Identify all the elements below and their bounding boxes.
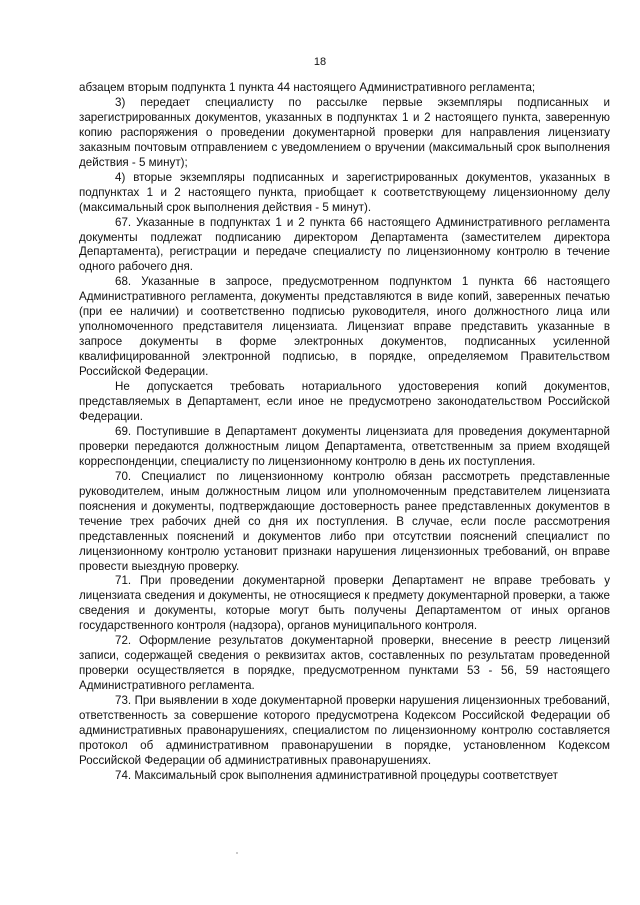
- paragraph-continuation: абзацем вторым подпункта 1 пункта 44 настоящего Административного регламента;: [79, 81, 536, 94]
- paragraph-72: 72. Оформление результатов документарной проверки, внесение в реестр лицензий записи, содержащей сведения о реквизитах актов, составленных по результатам проведенной проверки осуществляется в порядке, предусмотренном пунктами 53 - 56, 59 настоящего Административного регламента.: [79, 634, 610, 693]
- paragraph-68-notarization: Не допускается требовать нотариального удостоверения копий документов, представляемых в Департамент, если иное не предусмотрено законодательством Российской Федерации.: [79, 380, 610, 423]
- paragraph-70: 70. Специалист по лицензионному контролю обязан рассмотреть представленные руководителем, иным должностным лицом или уполномоченным представителем лицензиата пояснения и документы, подтверждающие достоверность ранее представленных документов в течение трех рабочих дней со дня их поступления. В случае, если после рассмотрения представленных пояснений и документов либо при отсутствии пояснений специалист по лицензионному контролю установит признаки нарушения лицензионных требований, он вправе провести выездную проверку.: [79, 469, 610, 573]
- paragraph-69: 69. Поступившие в Департамент документы лицензиата для проведения документарной проверки передаются должностным лицом Департамента, ответственным за прием входящей корреспонденции, специалисту по лицензионному контролю в день их поступления.: [79, 424, 610, 468]
- scan-speck: [236, 852, 238, 854]
- paragraph-74: 74. Максимальный срок выполнения административной процедуры соответствует: [115, 768, 558, 782]
- paragraph-item-4: 4) вторые экземпляры подписанных и зарегистрированных документов, указанных в подпунктах 1 и 2 настоящего пункта, приобщает к соответствующему лицензионному делу (максимальный срок выполнения действия - 5 минут).: [79, 170, 610, 214]
- paragraph-68: 68. Указанные в запросе, предусмотренном подпунктом 1 пункта 66 настоящего Административного регламента, документы представляются в виде копий, заверенных печатью (при ее наличии) и соответственно подписью руководителя, иного должностного лица или уполномоченного представителя лицензиата. Лицензиат вправе представить указанные в запросе документы в форме электронных документов, подписанных усиленной квалифицированной электронной подписью, в порядке, определяемом Правительством Российской Федерации.: [79, 275, 610, 379]
- paragraph-71: 71. При проведении документарной проверки Департамент не вправе требовать у лицензиата сведения и документы, не относящиеся к предмету документарной проверки, а также сведения и документы, которые могут быть получены Департаментом от иных органов государственного контроля (надзора), органов муниципального контроля.: [79, 574, 610, 633]
- paragraph-73: 73. При выявлении в ходе документарной проверки нарушения лицензионных требований, ответственность за совершение которого предусмотрена Кодексом Российской Федерации об административных правонарушениях, специалистом по лицензионному контролю составляется протокол об административном правонарушении в порядке, установленном Кодексом Российской Федерации об административных правонарушениях.: [79, 694, 610, 767]
- paragraph-67: 67. Указанные в подпунктах 1 и 2 пункта 66 настоящего Административного регламента документы подлежат подписанию директором Департамента (заместителем директора Департамента), регистрации и передаче специалисту по лицензионному контролю в течение одного рабочего дня.: [79, 215, 610, 274]
- document-body: [79, 81, 610, 784]
- paragraph-item-3: 3) передает специалисту по рассылке первые экземпляры подписанных и зарегистрированных документов, указанных в подпунктах 1 и 2 настоящего пункта, заверенную копию распоряжения о проведении документарной проверки для направления лицензиату заказным почтовым отправлением с уведомлением о вручении (максимальный срок выполнения действия - 5 минут);: [79, 95, 610, 169]
- page-number: 18: [313, 56, 327, 68]
